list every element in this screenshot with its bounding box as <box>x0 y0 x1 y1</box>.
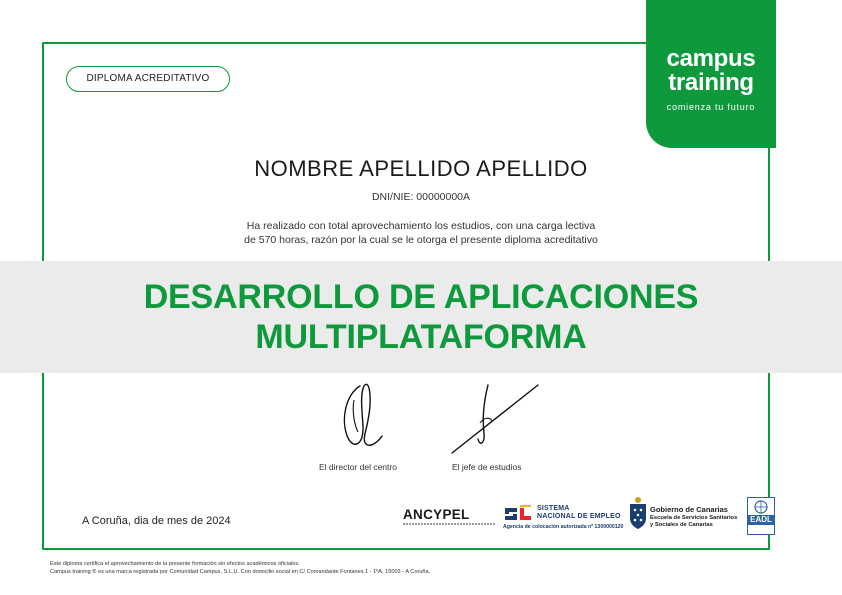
statement-text <box>0 219 842 247</box>
course-title-line-1: DESARROLLO DE APLICACIONES <box>143 278 699 316</box>
sne-logo-icon <box>503 504 533 522</box>
ancypel-fine-print <box>403 523 495 525</box>
recipient-dni: DNI/NIE: 00000000A <box>371 191 471 203</box>
footer-disclaimer: Este diploma certifica el aprovechamiento de la presente formación sin efectos académicos oficiales. <box>50 561 300 567</box>
statement-line-2: de 570 horas, razón por la cual se le otorga el presente diploma acreditativo <box>244 234 598 246</box>
sne-logo-line-1: SISTEMA <box>537 505 570 512</box>
director-signature-label: El director del centro <box>319 462 397 472</box>
logo-word-campus: campus <box>666 45 756 72</box>
campus-training-logo <box>646 0 776 148</box>
gobierno-canarias-shield-icon <box>628 496 648 530</box>
sne-authorization-text: Agencia de colocación autorizada nº 1300000120 <box>503 524 624 530</box>
footer-trademark: Campus training ® es una marca registrada por Comunidad Campus, S.L.U. Con domicilio social en C/ Comandante Fontanes 1 - 1ºA, 15003 - A Coruña. <box>50 569 431 575</box>
director-signature <box>330 380 390 452</box>
eadl-logo-text: EADL <box>748 515 774 525</box>
head-of-studies-signature <box>450 383 540 455</box>
sne-logo-line-2: NACIONAL DE EMPLEO <box>537 513 621 520</box>
course-title <box>0 277 842 357</box>
gobierno-canarias-sub-2: y Sociales de Canarias <box>650 522 713 528</box>
eadl-globe-icon <box>748 498 774 514</box>
course-title-line-2: MULTIPLATAFORMA <box>255 318 587 356</box>
ancypel-logo: ANCYPEL <box>403 507 470 522</box>
place-and-date: A Coruña, dia de mes de 2024 <box>82 515 231 527</box>
diploma-badge: DIPLOMA ACREDITATIVO <box>66 66 230 92</box>
gobierno-canarias-sub-1: Escuela de Servicios Sanitarios <box>650 515 738 521</box>
logo-word-training: training <box>668 69 754 96</box>
recipient-name: NOMBRE APELLIDO APELLIDO <box>254 156 588 181</box>
gobierno-canarias-name: Gobierno de Canarias <box>650 505 728 514</box>
statement-line-1: Ha realizado con total aprovechamiento los estudios, con una carga lectiva <box>246 220 596 232</box>
head-of-studies-signature-label: El jefe de estudios <box>452 462 522 472</box>
logo-tagline: comienza tu futuro <box>666 102 756 112</box>
